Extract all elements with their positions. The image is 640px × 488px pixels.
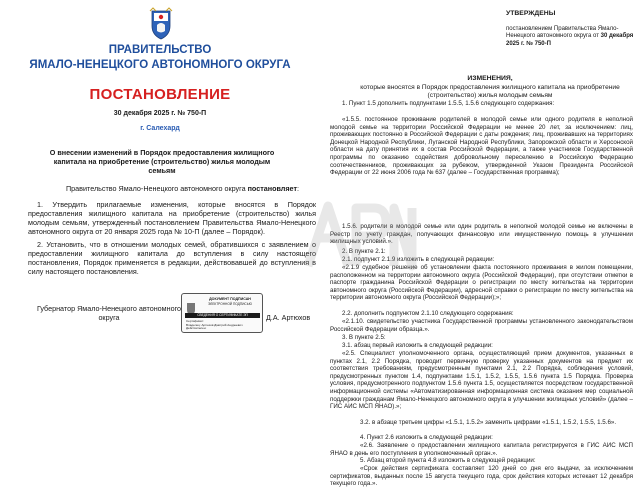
change-paragraph: «2.5. Специалист уполномоченного органа, осуществляющий прием документов, указанных в пунктах 2.1, 2.2 Порядка, проводит первичную проверку указанных документов на предмет их соответствия требованиям, предусмотренным пунктами 2.1, 2.2 Порядка, соблюдения условий, предусмотренных пунктом 1.4, подпунктами 1.5.1, 1.5.2, 1.5.5, 1.5.6 пункта 1.5 Порядка. Проверка условия, предусмотренного подпунктом 1.5.6 пункта 1.5, осуществляется посредством государственной информационной системы «Автоматизированная информационная система оказания мер социальной поддержки гражданам Ямало-Ненецкого автономного округа в улучшении жилищных условий» (далее – ГИС АИС МСП ЯНАО).»; [330,350,633,411]
change-paragraph: 1. Пункт 1.5 дополнить подпунктами 1.5.5, 1.5.6 следующего содержания: [342,100,555,107]
change-paragraph: «2.1.9 судебное решение об установлении факта постоянного проживания в жилом помещении, расположенном на территории автономного округа (Российской Федерации), при отсутствии отметки в паспорте гражданина Российской Федерации о регистрации по месту жительства на территории автономного округа (Российской Федерации), адресной справки о регистрации по месту жительства на территории автономного округа (Российской Федерации);»; [330,264,633,302]
org-name-line1: ПРАВИТЕЛЬСТВО [108,44,212,56]
intro-resolve-word: постановляет [247,184,297,193]
document-title: ПОСТАНОВЛЕНИЕ [89,86,231,103]
document-city: г. Салехард [140,125,180,132]
document-date-number: 30 декабря 2025 г. № 750-П [113,110,207,117]
intro-colon: : [296,184,299,193]
change-paragraph: «2.1.10. свидетельство участника Государственной программы установленного законодательством Российской Федерации образца.». [330,318,633,333]
change-paragraph: 3.2. в абзаце третьем цифры «1.5.1, 1.5.2» заменить цифрами «1.5.1, 1.5.2, 1.5.5, 1.5.6». [360,419,617,426]
change-paragraph: 2.2. дополнить подпунктом 2.1.10 следующего содержания: [342,310,514,317]
coat-of-arms-icon [149,8,173,40]
change-paragraph: «Срок действия сертификата составляет 120 дней со дня его выдачи, за исключением сертификатов, выданных после 15 августа текущего года, срок действия которых истекает 12 декабря текущего года.». [330,465,633,488]
approved-by-text: постановлением Правительства Ямало-Ненецкого автономного округа от [506,26,619,40]
signer-title: Губернатор Ямало-Ненецкого автономного округа [36,304,182,322]
stamp-subheading: ЭЛЕКТРОННОЙ ПОДПИСЬЮ [207,302,253,306]
decree-item-2: 2. Установить, что в отношении молодых семей, обратившихся с заявлением о предоставлении жилищного капитала до вступления в силу настоящего постановления, Порядок применяется в редакции, действовавшей до вступления в силу настоящего постановления. [28,240,316,276]
document-subject: О внесении изменений в Порядок предоставления жилищного капитала на приобретение (строительство) жилья молодым семьям [49,148,275,175]
changes-subtitle: которые вносятся в Порядок предоставления жилищного капитала на приобретение (строительство) жилья молодым семьям [360,84,620,99]
change-paragraph: 1.5.6. родители в молодой семье или один родитель в неполной молодой семье не включены в Реестр по учету граждан, получающих финансовую или имущественную помощь в улучшении жилищных условий.». [330,223,633,246]
stamp-certificate-bar: СВЕДЕНИЯ О СЕРТИФИКАТЕ ЭП [185,313,260,318]
change-paragraph: «2.6. Заявление о предоставлении жилищного капитала регистрируется в ГИС АИС МСП ЯНАО в день его поступления в уполномоченный орган.». [330,442,633,457]
stamp-detail-owner: Владелец: Артюхов Дмитрий Андреевич [186,322,243,327]
changes-title: ИЗМЕНЕНИЯ, [467,75,513,82]
change-paragraph: 2. В пункте 2.1: [342,248,386,255]
decree-item-1: 1. Утвердить прилагаемые изменения, которые вносятся в Порядок предоставления жилищного капитала на приобретение (строительство) жилья молодым семьям, утвержденный постановлением Правительства Ямало-Ненецкого автономного округа от 20 января 2025 года № 10-П (далее – Порядок). [28,200,316,236]
signer-name: Д.А. Артюхов [266,313,311,322]
change-paragraph: «1.5.5. постоянное проживание родителей в молодой семье или одного родителя в неполной молодой семье на территории Российской Федерации не менее 20 лет, за исключением: лиц, проживающих постоянно в Российской Федерации с даты рождения; лиц, проживавших на территориях Донецкой Народной Республики, Луганской Народной Республики, Запорожской области и Херсонской области на дату принятия их в состав Российской Федерации, а также участников Государственной программы по оказанию содействия добровольному переселению в Российскую Федерацию соотечественников, проживающих за рубежом, утвержденной Указом Президента Российской Федерации от 22 июня 2006 года № 637 (далее – Государственная программа); [330,116,633,177]
change-paragraph: 3. В пункте 2.5: [342,334,386,341]
change-paragraph: 2.1. подпункт 2.1.9 изложить в следующей редакции: [342,256,495,263]
intro-text: Правительство Ямало-Ненецкого автономного округа [66,184,248,193]
change-paragraph: 3.1. абзац первый изложить в следующей редакции: [342,342,493,349]
stamp-details [186,320,260,331]
org-name-line2: ЯМАЛО-НЕНЕЦКОГО АВТОНОМНОГО ОКРУГА [29,59,291,71]
stamp-heading: ДОКУМЕНТ ПОДПИСАН [209,297,251,301]
stamp-detail-valid: Действителен: [186,326,207,331]
decree-page-left [0,0,320,480]
stamp-detail-certificate: Сертификат: [186,319,204,323]
electronic-signature-stamp [181,293,263,333]
approved-by-number: 30 декабря 2025 г. № 750-П [506,33,634,47]
approved-heading: УТВЕРЖДЕНЫ [506,10,556,17]
approved-by [506,26,636,48]
change-paragraph: 4. Пункт 2.6 изложить в следующей редакции: [360,434,493,441]
change-paragraph: 5. Абзац второй пункта 4.8 изложить в следующей редакции: [360,457,536,464]
intro-paragraph [28,184,316,193]
